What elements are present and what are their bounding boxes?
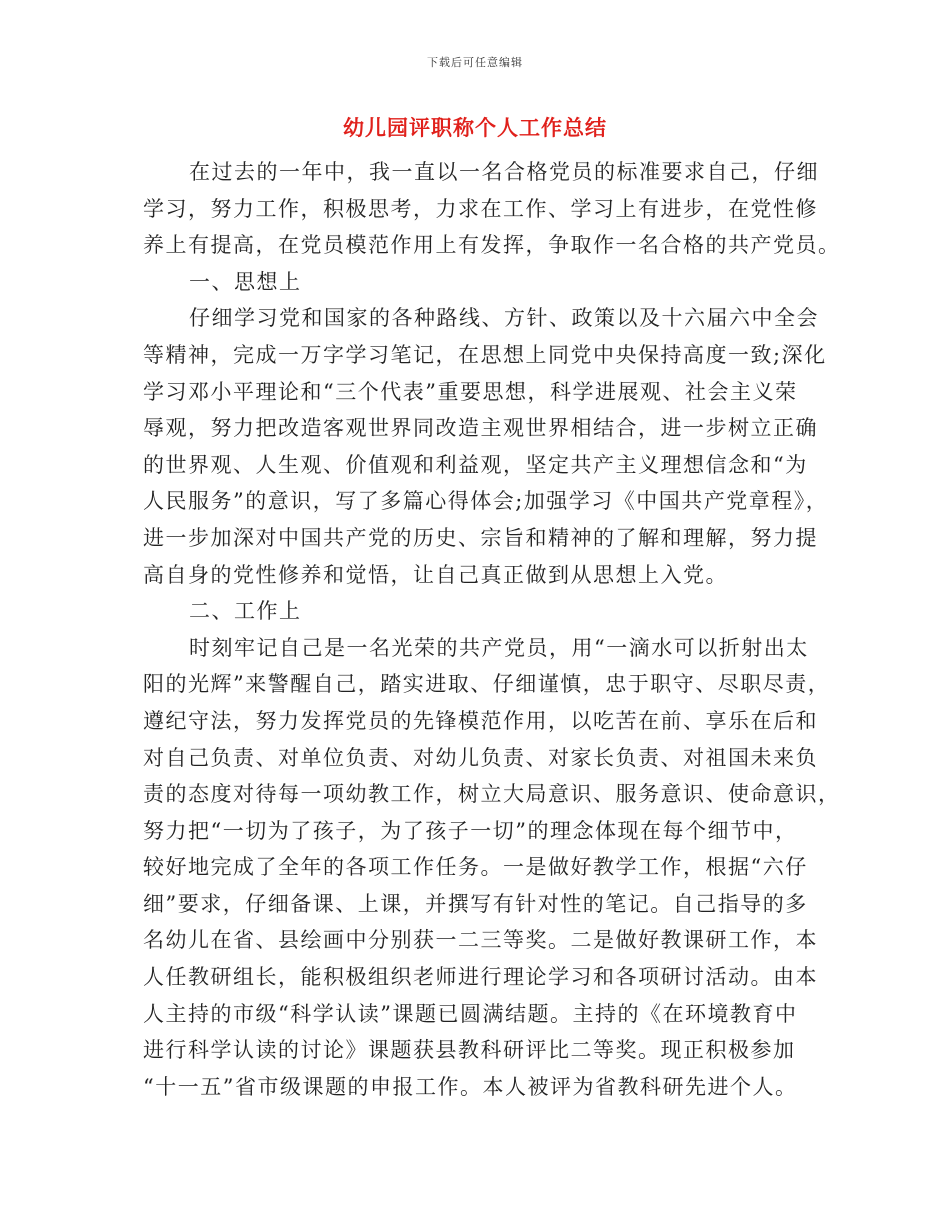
paragraph-line: 仔细学习党和国家的各种路线、方针、政策以及十六届六中全会 (189, 306, 819, 331)
paragraph-line: 学习邓小平理论和“三个代表”重要思想，科学进展观、社会主义荣 (143, 379, 798, 404)
paragraph-line: “十一五”省市级课题的申报工作。本人被评为省教科研先进个人。 (143, 1074, 798, 1099)
paragraph-line: 进行科学认读的讨论》课题获县教科研评比二等奖。现正积极参加 (143, 1038, 796, 1063)
header-note: 下载后可任意编辑 (427, 56, 523, 69)
paragraph-line: 高自身的党性修养和觉悟，让自己真正做到从思想上入党。 (143, 562, 728, 587)
paragraph-line: 学习，努力工作，积极思考，力求在工作、学习上有进步，在党性修 (143, 196, 818, 221)
paragraph-line: 时刻牢记自己是一名光荣的共产党员，用“一滴水可以折射出太 (189, 635, 809, 660)
paragraph-line: 辱观，努力把改造客观世界同改造主观世界相结合，进一步树立正确 (143, 416, 818, 441)
paragraph-line: 对自己负责、对单位负责、对幼儿负责、对家长负责、对祖国未来负 (143, 745, 818, 770)
paragraph-line: 等精神，完成一万字学习笔记，在思想上同党中央保持高度一致;深化 (143, 342, 827, 367)
paragraph-line: 人主持的市级“科学认读”课题已圆满结题。主持的《在环境教育中 (143, 1001, 798, 1026)
section-heading: 一、思想上 (189, 269, 302, 294)
paragraph-line: 人任教研组长，能积极组织老师进行理论学习和各项研讨活动。由本 (143, 965, 818, 990)
document-title: 幼儿园评职称个人工作总结 (343, 116, 607, 140)
document-body (143, 154, 841, 1105)
paragraph-line: 努力把“一切为了孩子，为了孩子一切”的理念体现在每个细节中， (143, 818, 798, 843)
paragraph-line: 的世界观、人生观、价值观和利益观，坚定共产主义理想信念和“为 (143, 452, 808, 477)
paragraph-line: 人民服务”的意识，写了多篇心得体会;加强学习《中国共产党章程》， (143, 489, 829, 514)
paragraph-line: 遵纪守法，努力发挥党员的先锋模范作用，以吃苦在前、享乐在后和 (143, 708, 818, 733)
paragraph-line: 名幼儿在省、县绘画中分别获一二三等奖。二是做好教课研工作，本 (143, 928, 818, 953)
paragraph-line: 细”要求，仔细备课、上课，并撰写有针对性的笔记。自己指导的多 (143, 891, 808, 916)
paragraph-line: 在过去的一年中，我一直以一名合格党员的标准要求自己，仔细 (189, 160, 819, 184)
section-heading: 二、工作上 (189, 599, 302, 624)
paragraph-line: 较好地完成了全年的各项工作任务。一是做好教学工作，根据“六仔 (143, 855, 808, 880)
paragraph-line: 进一步加深对中国共产党的历史、宗旨和精神的了解和理解，努力提 (143, 525, 818, 550)
paragraph-line: 阳的光辉”来警醒自己，踏实进取、仔细谨慎，忠于职守、尽职尽责， (143, 672, 831, 697)
paragraph-line: 责的态度对待每一项幼教工作，树立大局意识、服务意识、使命意识， (143, 782, 841, 807)
paragraph-line: 养上有提高，在党员模范作用上有发挥，争取作一名合格的共产党员。 (143, 233, 841, 258)
